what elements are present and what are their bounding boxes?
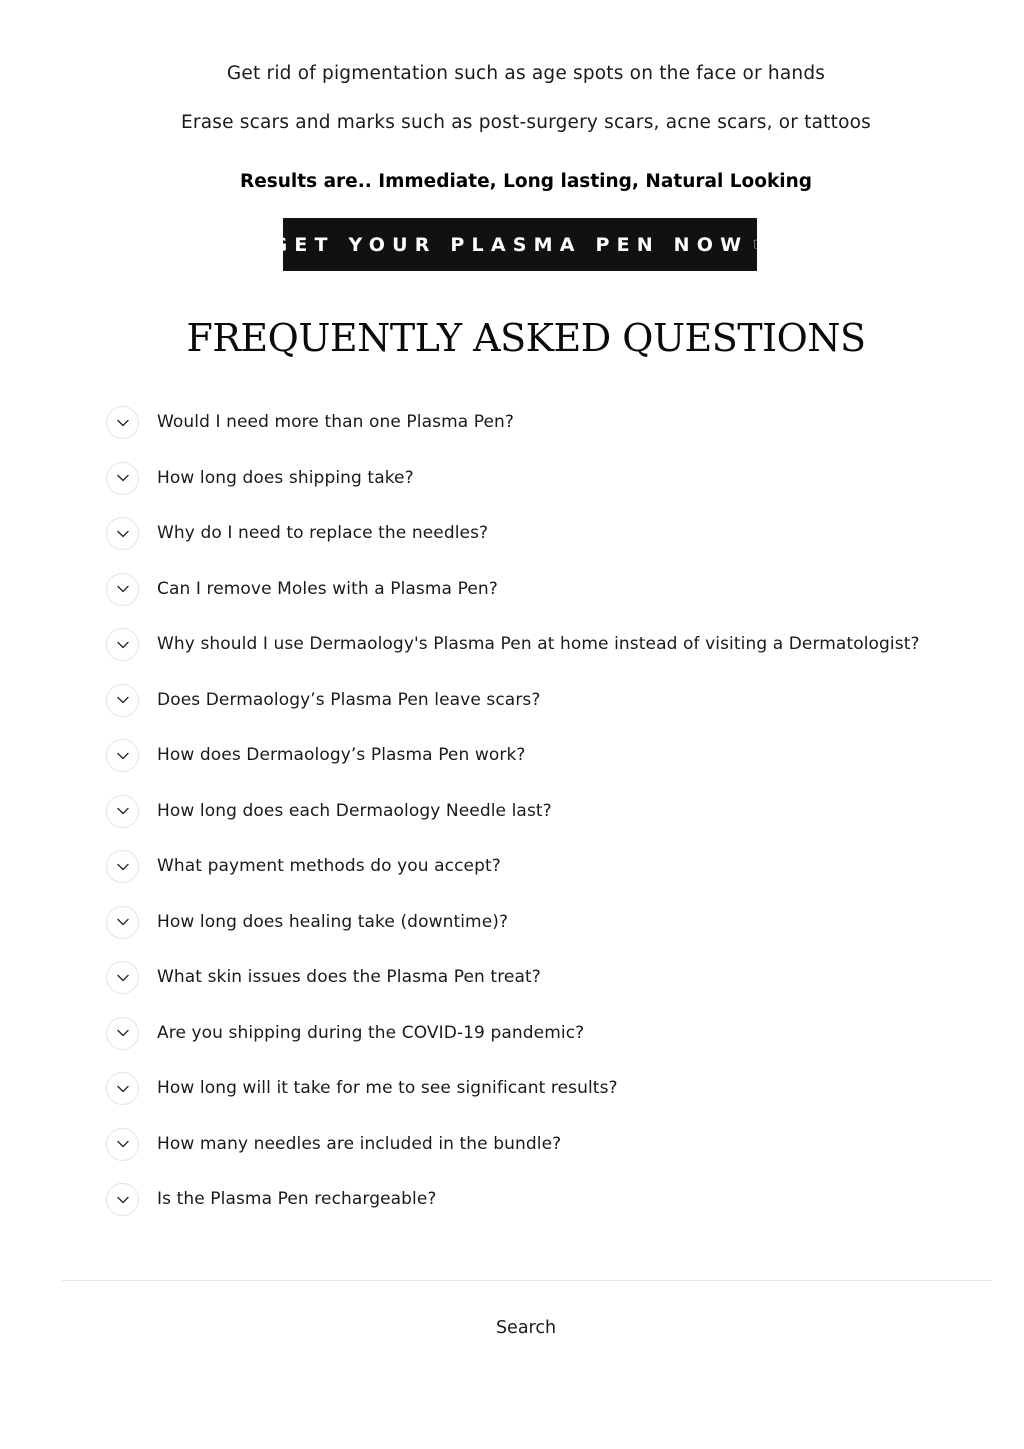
faq-toggle-button[interactable] [106, 406, 139, 439]
get-plasma-pen-button[interactable] [271, 218, 769, 271]
faq-question-text: Is the Plasma Pen rechargeable? [157, 1189, 437, 1209]
faq-item[interactable] [106, 961, 986, 1017]
faq-question-text: How long does shipping take? [157, 467, 414, 488]
faq-question-text: How many needles are included in the bundle? [157, 1133, 562, 1154]
faq-item[interactable] [106, 684, 986, 740]
intro-scars-text: Erase scars and marks such as post-surgery scars, acne scars, or tattoos [181, 112, 871, 133]
faq-item[interactable] [106, 573, 986, 629]
chevron-down-icon [117, 807, 129, 815]
results-text: Results are.. Immediate, Long lasting, Natural Looking [239, 171, 813, 192]
faq-item[interactable] [106, 628, 986, 684]
faq-toggle-button[interactable] [106, 1183, 139, 1216]
faq-item[interactable] [106, 739, 986, 795]
faq-item[interactable] [106, 1017, 986, 1073]
faq-question-text: Can I remove Moles with a Plasma Pen? [157, 578, 498, 599]
chevron-down-icon [117, 696, 129, 704]
faq-item[interactable] [106, 850, 986, 906]
chevron-down-icon [117, 863, 129, 871]
faq-question-text: How long does each Dermaology Needle last? [157, 800, 552, 821]
faq-question-text: Would I need more than one Plasma Pen? [157, 412, 515, 432]
faq-toggle-button[interactable] [106, 906, 139, 939]
faq-toggle-button[interactable] [106, 684, 139, 717]
footer-search-link[interactable]: Search [495, 1318, 557, 1338]
intro-pigmentation-text: Get rid of pigmentation such as age spots on the face or hands [226, 63, 826, 84]
faq-item[interactable] [106, 795, 986, 851]
cta-label: GET YOUR PLASMA PEN NOW [271, 233, 749, 256]
chevron-down-icon [117, 641, 129, 649]
faq-item[interactable] [106, 1183, 986, 1239]
chevron-down-icon [117, 974, 129, 982]
chevron-down-icon [117, 419, 129, 427]
faq-toggle-button[interactable] [106, 462, 139, 495]
faq-item[interactable] [106, 406, 986, 462]
faq-list [106, 406, 986, 1239]
chevron-down-icon [117, 1196, 129, 1204]
chevron-down-icon [117, 752, 129, 760]
faq-question-text: Why should I use Dermaology's Plasma Pen at home instead of visiting a Dermatologist? [157, 634, 920, 654]
chevron-down-icon [117, 530, 129, 538]
faq-item[interactable] [106, 906, 986, 962]
faq-item[interactable] [106, 1072, 986, 1128]
footer-divider [62, 1280, 991, 1281]
faq-toggle-button[interactable] [106, 517, 139, 550]
faq-question-text: How does Dermaology’s Plasma Pen work? [157, 745, 526, 765]
faq-toggle-button[interactable] [106, 1072, 139, 1105]
faq-toggle-button[interactable] [106, 961, 139, 994]
faq-question-text: How long will it take for me to see significant results? [157, 1078, 618, 1098]
faq-title: FREQUENTLY ASKED QUESTIONS [186, 316, 866, 360]
chevron-down-icon [117, 1029, 129, 1037]
chevron-down-icon [117, 918, 129, 926]
chevron-down-icon [117, 1140, 129, 1148]
faq-toggle-button[interactable] [106, 628, 139, 661]
faq-question-text: What skin issues does the Plasma Pen treat? [157, 967, 541, 987]
faq-toggle-button[interactable] [106, 739, 139, 772]
faq-toggle-button[interactable] [106, 850, 139, 883]
faq-question-text: Why do I need to replace the needles? [157, 523, 489, 543]
faq-item[interactable] [106, 517, 986, 573]
faq-toggle-button[interactable] [106, 795, 139, 828]
faq-question-text: What payment methods do you accept? [157, 856, 501, 876]
faq-question-text: Does Dermaology’s Plasma Pen leave scars? [157, 689, 541, 710]
chevron-down-icon [117, 474, 129, 482]
faq-toggle-button[interactable] [106, 1017, 139, 1050]
chevron-down-icon [117, 585, 129, 593]
faq-item[interactable] [106, 1128, 986, 1184]
pointing-hand-icon: ☞ [752, 234, 769, 255]
faq-toggle-button[interactable] [106, 1128, 139, 1161]
chevron-down-icon [117, 1085, 129, 1093]
faq-toggle-button[interactable] [106, 573, 139, 606]
faq-question-text: How long does healing take (downtime)? [157, 911, 509, 932]
faq-question-text: Are you shipping during the COVID-19 pandemic? [157, 1022, 585, 1043]
faq-item[interactable] [106, 462, 986, 518]
